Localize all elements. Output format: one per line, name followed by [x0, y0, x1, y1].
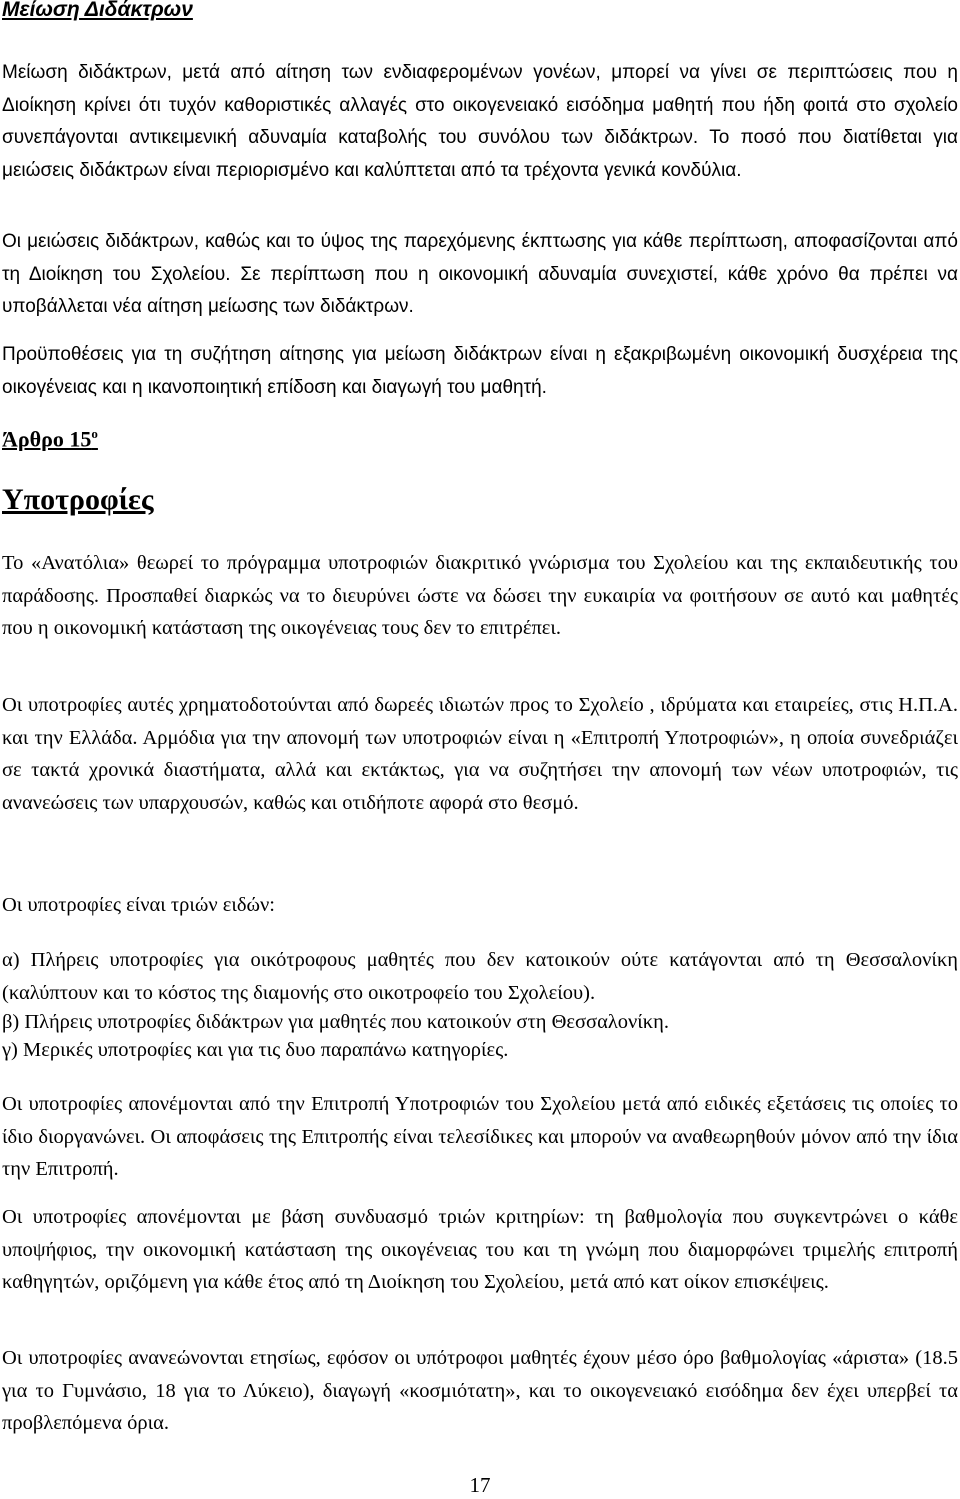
list-item: α) Πλήρεις υποτροφίες για οικότροφους μαθητές που δεν κατοικούν ούτε κατάγονται από τη Θεσσαλονίκη (καλύπτουν και το κόστος της διαμονής στο οικοτροφείο του Σχολείου).	[2, 949, 958, 1004]
list-item: γ) Μερικές υποτροφίες και για τις δυο παραπάνω κατηγορίες.	[2, 1039, 509, 1061]
paragraph-text: Οι υποτροφίες απονέμονται με βάση συνδυασμό τριών κριτηρίων: τη βαθμολογία που συγκεντρώνει ο κάθε υποψήφιος, την οικονομική κατάσταση της οικογένειας του και τη γνώμη που διαμορφώνει τριμελής επιτροπή καθηγητών, οριζόμενη για κάθε έτος από τη Διοίκηση του Σχολείου, μετά από κατ οίκον επισκέψεις.	[2, 1206, 958, 1293]
scholarship-type-c	[0, 1034, 960, 1067]
article-superscript: ο	[91, 426, 98, 441]
paragraph-text: Οι μειώσεις διδάκτρων, καθώς και το ύψος της παρεχόμενης έκπτωσης για κάθε περίπτωση, αποφασίζονται από τη Διοίκηση του Σχολείου. Σε περίπτωση που η οικονομική αδυναμία συνεχιστεί, κάθε χρόνο θα πρέπει να υποβάλλεται νέα αίτηση μείωσης των διδάκτρων.	[2, 231, 958, 317]
article-heading	[2, 426, 98, 452]
scholarship-paragraph-3	[0, 1088, 960, 1186]
section-title-scholarships: Υποτροφίες	[2, 483, 154, 516]
page-number: 17	[469, 1473, 491, 1497]
scholarship-paragraph-4	[0, 1201, 960, 1299]
scholarship-paragraph-5	[0, 1342, 960, 1440]
tuition-paragraph-2	[0, 226, 960, 324]
scholarship-paragraph-1	[0, 547, 960, 645]
paragraph-text: Οι υποτροφίες ανανεώνονται ετησίως, εφόσον οι υπότροφοι μαθητές έχουν μέσο όρο βαθμολογίας «άριστα» (18.5 για το Γυμνάσιο, 18 για το Λύκειο), διαγωγή «κοσμιότατη», και το οικογενειακό εισόδημα δεν έχει υπερβεί τα προβλεπόμενα όρια.	[2, 1347, 958, 1434]
paragraph-text: Οι υποτροφίες αυτές χρηματοδοτούνται από δωρεές ιδιωτών προς το Σχολείο , ιδρύματα και εταιρείες, στις Η.Π.Α. και την Ελλάδα. Αρμόδια για την απονομή των υποτροφιών είναι η «Επιτροπή Υποτροφιών», η οποία συνεδριάζει σε τακτά χρονικά διαστήματα, αλλά και εκτάκτως, για να συζητήσει την απονομή των νέων υποτροφιών, τις ανανεώσεις των υπαρχουσών, καθώς και οτιδήποτε αφορά στο θεσμό.	[2, 694, 958, 814]
paragraph-text: Οι υποτροφίες απονέμονται από την Επιτροπή Υποτροφιών του Σχολείου μετά από ειδικές εξετάσεις τις οποίες το ίδιο διοργανώνει. Οι αποφάσεις της Επιτροπής είναι τελεσίδικες και μπορούν να αναθεωρηθούν μόνον από την ίδια την Επιτροπή.	[2, 1093, 958, 1180]
article-label: Άρθρο 15	[2, 426, 92, 452]
scholarship-paragraph-2	[0, 689, 960, 819]
paragraph-text: Το «Ανατόλια» θεωρεί το πρόγραμμα υποτροφιών διακριτικό γνώρισμα του Σχολείου και της εκπαιδευτικής του παράδοσης. Προσπαθεί διαρκώς να το διευρύνει ώστε να δώσει την ευκαιρία να φοιτήσουν σε αυτό και μαθητές που η οικονομική κατάσταση της οικογένειας τους δεν το επιτρέπει.	[2, 552, 958, 639]
tuition-paragraph-1	[0, 57, 960, 187]
list-item: β) Πλήρεις υποτροφίες διδάκτρων για μαθητές που κατοικούν στη Θεσσαλονίκη.	[2, 1011, 669, 1033]
paragraph-text: Οι υποτροφίες είναι τριών ειδών:	[2, 894, 275, 916]
scholarship-type-a	[0, 944, 960, 1009]
tuition-paragraph-3	[0, 339, 960, 404]
paragraph-text: Προϋποθέσεις για τη συζήτηση αίτησης για μείωση διδάκτρων είναι η εξακριβωμένη οικονομική δυσχέρεια της οικογένειας και η ικανοποιητική επίδοση και διαγωγή του μαθητή.	[2, 344, 958, 398]
section-title-tuition-reduction: Μείωση Διδάκτρων	[2, 0, 193, 21]
scholarship-types-intro	[0, 889, 960, 922]
paragraph-text: Μείωση διδάκτρων, μετά από αίτηση των ενδιαφερομένων γονέων, μπορεί να γίνει σε περιπτώσεις που η Διοίκηση κρίνει ότι τυχόν καθοριστικές αλλαγές στο οικογενειακό εισόδημα μαθητή που ήδη φοιτά στο σχολείο συνεπάγονται αντικειμενική αδυναμία καταβολής του συνόλου των διδάκτρων. Το ποσό που διατίθεται για μειώσεις διδάκτρων είναι περιορισμένο και καλύπτεται από τα τρέχοντα γενικά κονδύλια.	[2, 62, 958, 181]
